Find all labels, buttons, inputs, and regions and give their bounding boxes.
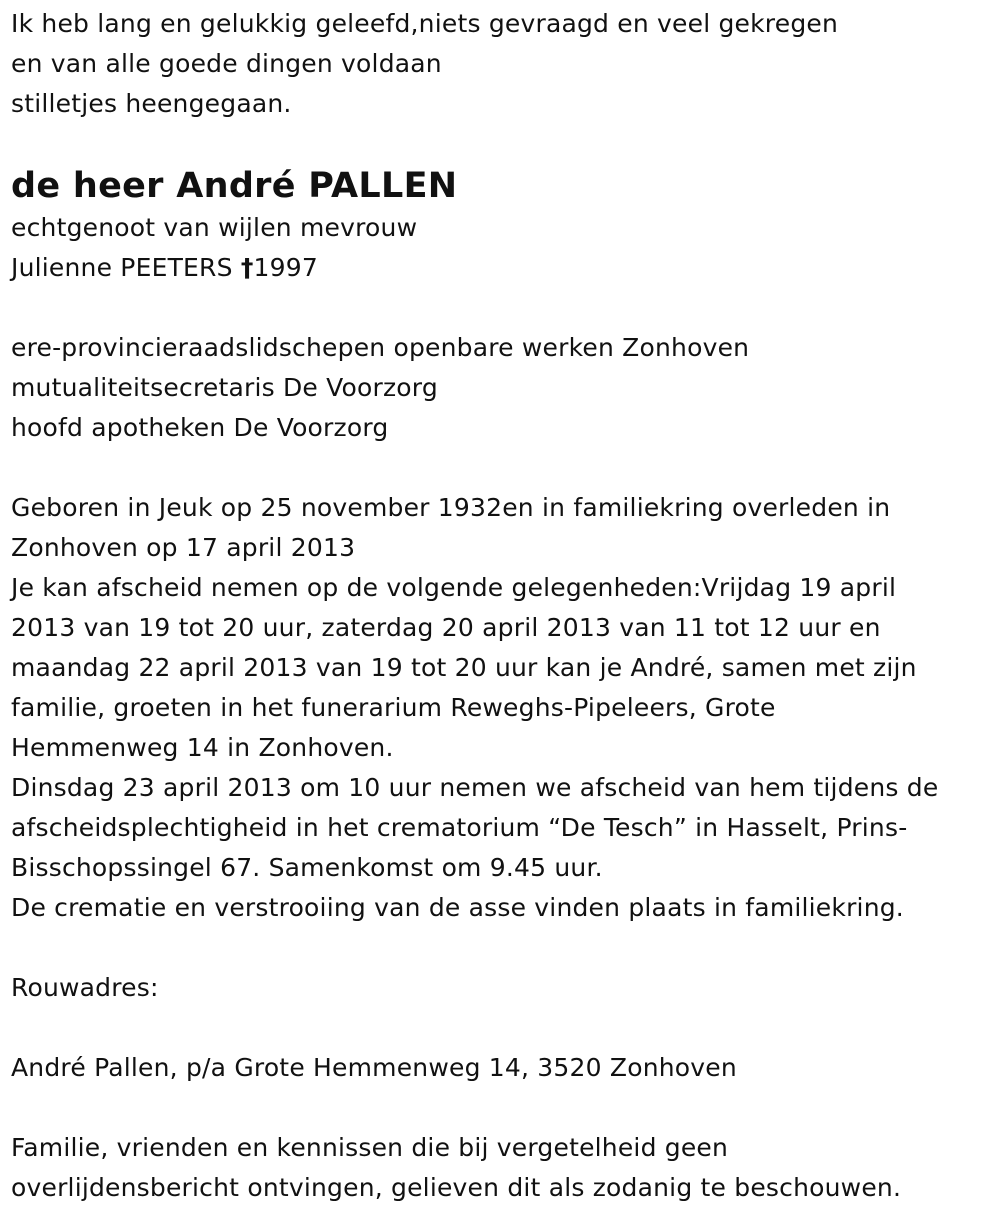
- death-cross-icon: †: [240, 253, 254, 282]
- announcement-line: maandag 22 april 2013 van 19 tot 20 uur kan je André, samen met zijn: [11, 653, 917, 682]
- poem-line: Ik heb lang en gelukkig geleefd,niets gevraagd en veel gekregen: [11, 9, 839, 38]
- spacer: [11, 1088, 986, 1128]
- death-notice: [11, 4, 986, 1208]
- poem-block: [11, 4, 986, 124]
- deceased-name: de heer André PALLEN: [11, 166, 458, 206]
- relation-line: echtgenoot van wijlen mevrouw: [11, 213, 418, 242]
- announcement-line: Hemmenweg 14 in Zonhoven.: [11, 733, 394, 762]
- spacer: [11, 288, 986, 328]
- spacer: [11, 1008, 986, 1048]
- closing-line: Familie, vrienden en kennissen die bij vergetelheid geen: [11, 1133, 729, 1162]
- spacer: [11, 448, 986, 488]
- function-line: hoofd apotheken De Voorzorg: [11, 413, 389, 442]
- announcement-line: Dinsdag 23 april 2013 om 10 uur nemen we afscheid van hem tijdens de: [11, 773, 939, 802]
- spouse-line: [11, 248, 986, 288]
- announcement-line: familie, groeten in het funerarium Reweghs-Pipeleers, Grote: [11, 693, 776, 722]
- announcement-line: Geboren in Jeuk op 25 november 1932en in familiekring overleden in: [11, 493, 891, 522]
- announcement-line: Je kan afscheid nemen op de volgende gelegenheden:Vrijdag 19 april: [11, 573, 897, 602]
- announcement-line: Zonhoven op 17 april 2013: [11, 533, 356, 562]
- spacer: [11, 928, 986, 968]
- closing-line: overlijdensbericht ontvingen, gelieven dit als zodanig te beschouwen.: [11, 1173, 902, 1202]
- announcement-line: Bisschopssingel 67. Samenkomst om 9.45 uur.: [11, 853, 603, 882]
- functions-block: [11, 328, 986, 448]
- spacer: [11, 124, 986, 164]
- function-line: ere-provincieraadslidschepen openbare werken Zonhoven: [11, 333, 750, 362]
- announcement-line: De crematie en verstrooiing van de asse vinden plaats in familiekring.: [11, 893, 904, 922]
- announcement-block: [11, 488, 986, 928]
- closing-block: [11, 1128, 986, 1208]
- function-line: mutualiteitsecretaris De Voorzorg: [11, 373, 438, 402]
- announcement-line: 2013 van 19 tot 20 uur, zaterdag 20 april 2013 van 11 tot 12 uur en: [11, 613, 881, 642]
- spouse-name: Julienne PEETERS: [11, 253, 241, 282]
- address-heading: Rouwadres:: [11, 973, 159, 1002]
- announcement-line: afscheidsplechtigheid in het crematorium “De Tesch” in Hasselt, Prins-: [11, 813, 908, 842]
- poem-line: en van alle goede dingen voldaan: [11, 49, 442, 78]
- poem-line: stilletjes heengegaan.: [11, 89, 292, 118]
- spouse-death-year: 1997: [253, 253, 318, 282]
- address-line: André Pallen, p/a Grote Hemmenweg 14, 3520 Zonhoven: [11, 1053, 737, 1082]
